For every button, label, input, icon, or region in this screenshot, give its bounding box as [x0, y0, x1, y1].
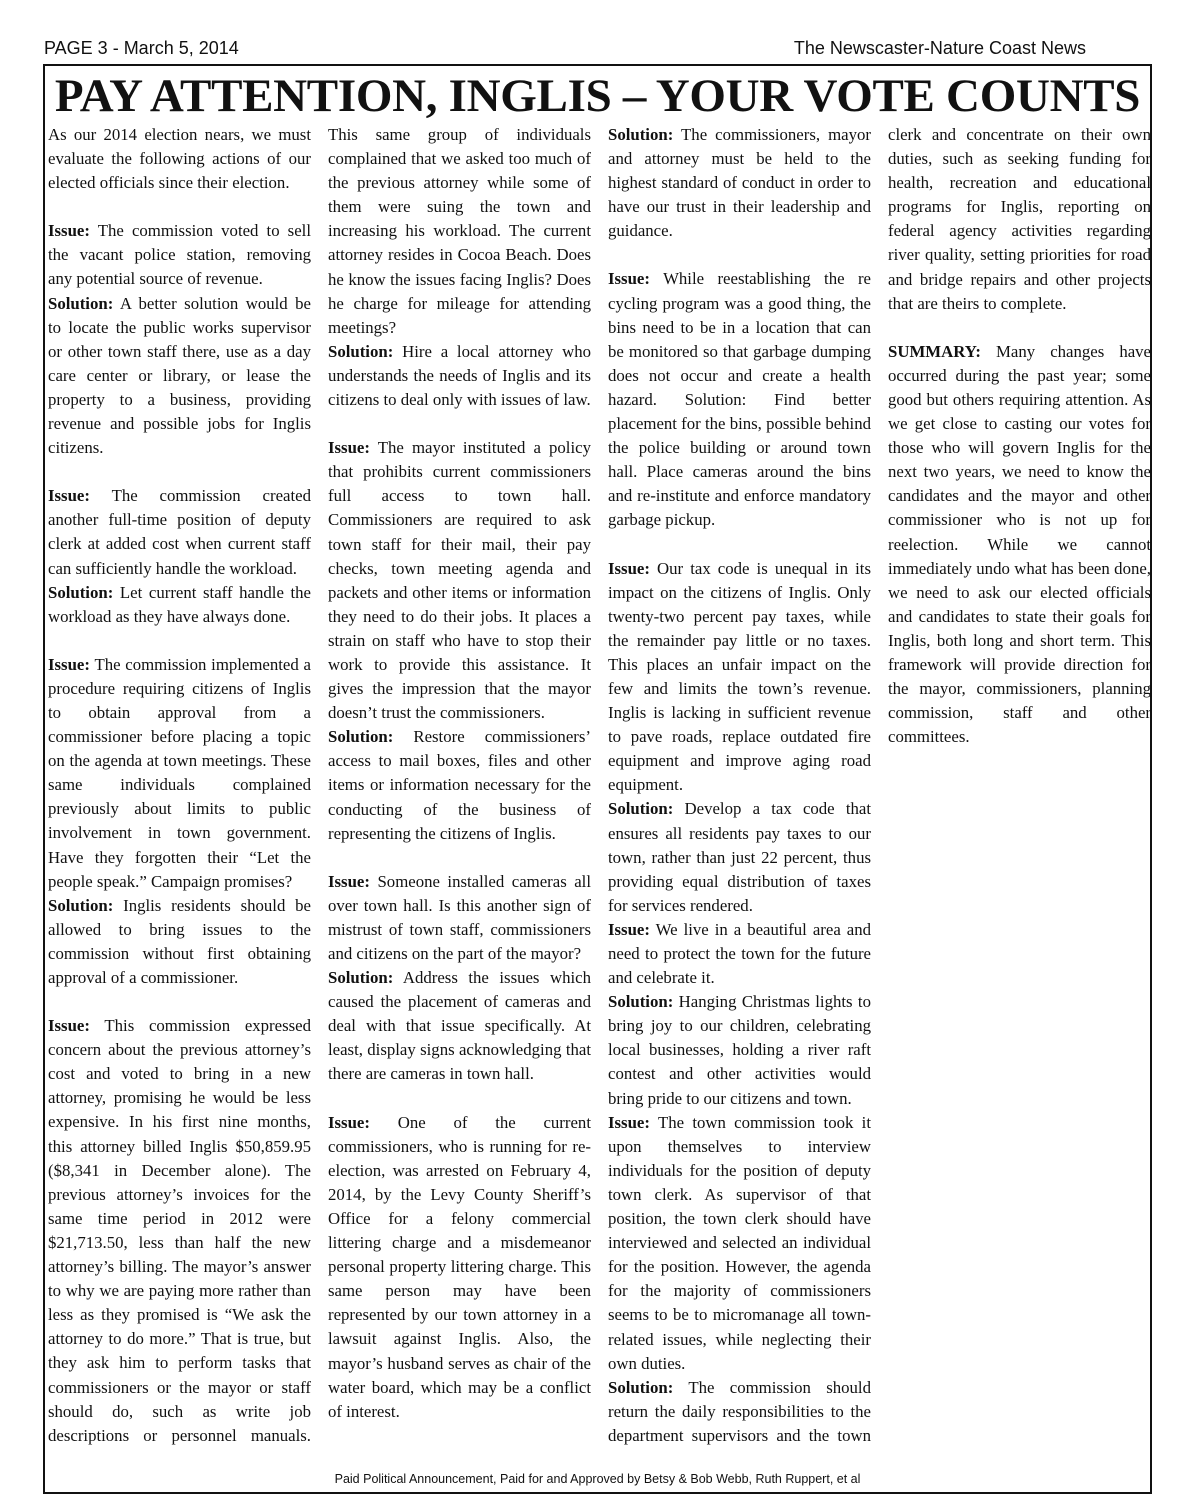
solution-label: Solution:	[328, 341, 394, 361]
issue-text: Someone installed cameras all over town hall. Is this another sign of mistrust of town staff, commissioners and citizens on the part of the mayor?	[328, 871, 591, 963]
intro-paragraph: As our 2014 election nears, we must evaluate the following actions of our elected officials since their election.	[48, 125, 311, 193]
issue-paragraph	[48, 484, 311, 580]
solution-label: Solution:	[328, 968, 394, 988]
issue-paragraph	[608, 267, 871, 532]
issue-paragraph	[328, 436, 591, 725]
issue-label: Issue:	[328, 1112, 370, 1132]
solution-paragraph	[608, 123, 871, 243]
solution-text: Let current staff handle the workload as they have always done.	[48, 582, 312, 626]
solution-paragraph	[48, 581, 311, 629]
issue-label: Issue:	[328, 871, 370, 891]
solution-text: Hire a local attorney who understands the needs of Inglis and its citizens to deal only with issues of law.	[328, 341, 591, 410]
issue-text: The commission implemented a procedure requiring citizens of Inglis to obtain approval from a commissioner before placing a topic on the agenda at town meetings. These same individuals complained previously about limits to public involvement in town government. Have they forgotten their “Let the people speak.” Campaign promises?	[48, 654, 311, 891]
solution-paragraph	[328, 340, 591, 412]
solution-label: Solution:	[48, 582, 114, 602]
summary-paragraph	[888, 340, 1151, 750]
solution-text: Inglis residents should be allowed to bring issues to the commission without first obtaining approval of a commissioner.	[48, 895, 311, 987]
article-body	[48, 123, 1151, 1463]
solution-paragraph	[608, 990, 871, 1110]
issue-text: We live in a beautiful area and need to protect the town for the future and celebrate it.	[608, 919, 871, 988]
solution-label: Solution:	[608, 1377, 674, 1397]
issue-label: Issue:	[328, 438, 370, 458]
solution-paragraph	[48, 894, 311, 990]
solution-paragraph	[608, 797, 871, 917]
issue-text: This commission expressed concern about the previous attorney’s cost and voted to bring in a new attorney, promising he would be less expensive. In his first nine months, this attorney billed Inglis $50,859.95 ($8,341 in December alone). The previous attorney’s invoices for the same time period in 2012 were $21,713.50, less than half the new attorney’s billing. The mayor’s answer to why we are paying more rather than less as they promised is “We ask the attorney to do more.” That is true, but they ask him to perform tasks that commissioners or the mayor or staff should do, such as write job descriptions or personnel manuals. This same group of individuals complained that we asked too much of the previous attorney while some of them were suing the town and increasing his workload. The current attorney resides in Cocoa Beach. Does he know the issues facing Inglis? Does he charge for mileage for attending meetings?	[48, 125, 591, 1445]
issue-label: Issue:	[48, 486, 90, 506]
solution-text: Address the issues which caused the placement of cameras and deal with that issue specifically. At least, display signs acknowledging that there are cameras in town hall.	[328, 968, 591, 1084]
solution-text: Develop a tax code that ensures all residents pay taxes to our town, rather than just 22 percent, thus providing equal distribution of taxes for services rendered.	[608, 799, 871, 915]
solution-text: The commission should return the daily responsibilities to the department supervisors and the town clerk and concentrate on their own duties, such as seeking funding for health, recreation and educational programs for Inglis, reporting on federal agency activities regarding river quality, setting priorities for road and bridge repairs and other projects that are theirs to complete.	[608, 125, 1151, 1445]
solution-paragraph	[48, 292, 311, 461]
headline: PAY ATTENTION, INGLIS – YOUR VOTE COUNTS	[54, 70, 1141, 122]
issue-paragraph	[328, 870, 591, 966]
issue-paragraph	[608, 1111, 871, 1376]
issue-label: Issue:	[608, 558, 650, 578]
summary-label: SUMMARY:	[888, 341, 981, 361]
issue-label: Issue:	[608, 919, 650, 939]
issue-paragraph	[48, 219, 311, 291]
solution-text: Hanging Christmas lights to bring joy to our children, celebrating local businesses, holding a river raft contest and other activities would bring pride to our citizens and town.	[608, 992, 871, 1108]
issue-label: Issue:	[48, 654, 90, 674]
announcement-box	[43, 64, 1152, 1494]
solution-label: Solution:	[608, 799, 674, 819]
issue-paragraph	[608, 557, 871, 798]
summary-text: Many changes have occurred during the past year; some good but others requiring attention. As we get close to casting our votes for those who will govern Inglis for the next two years, we need to know the candidates and the mayor and other commissioner who is not up for reelection. While we cannot immediately undo what has been done, we need to ask our elected officials and candidates to state their goals for Inglis, both long and short term. This framework will provide direction for the mayor, commissioners, planning commission, staff and other committees.	[888, 341, 1151, 747]
solution-label: Solution:	[328, 727, 394, 747]
issue-text: One of the current commissioners, who is running for re-election, was arrested on February 4, 2014, by the Levy County Sheriff’s Office for a felony commercial littering charge and a misdemeanor personal property littering charge. This same person may have been represented by our town attorney in a lawsuit against Inglis. Also, the mayor’s husband serves as chair of the water board, which may be a conflict of interest.	[328, 1112, 591, 1421]
solution-label: Solution:	[48, 895, 114, 915]
issue-paragraph	[328, 1111, 591, 1424]
issue-paragraph	[48, 653, 311, 894]
solution-paragraph	[328, 966, 591, 1086]
issue-label: Issue:	[48, 221, 90, 241]
solution-label: Solution:	[48, 293, 114, 313]
issue-text: While reestablishing the re cycling program was a good thing, the bins need to be in a location that can be monitored so that garbage dumping does not occur and create a health hazard. Solution: Find better placement for the bins, possible behind the police building or around town hall. Place cameras around the bins and re-institute and enforce mandatory garbage pickup.	[608, 269, 871, 530]
issue-label: Issue:	[608, 269, 650, 289]
solution-paragraph	[328, 725, 591, 845]
issue-label: Issue:	[48, 1016, 90, 1036]
issue-text: The town commission took it upon themselves to interview individuals for the position of deputy town clerk. As supervisor of that position, the town clerk should have interviewed and selected an individual for the position. However, the agenda for the majority of commissioners seems to be to micromanage all town-related issues, while neglecting their own duties.	[608, 1112, 871, 1373]
solution-text: A better solution would be to locate the public works supervisor or other town staff there, use as a day care center or library, or lease the property to a business, providing revenue and possible jobs for Inglis citizens.	[48, 293, 311, 458]
page-info: PAGE 3 - March 5, 2014	[44, 38, 239, 58]
paid-announcement-footer: Paid Political Announcement, Paid for and Approved by Betsy & Bob Webb, Ruth Ruppert, et al	[334, 1472, 861, 1486]
solution-text: Restore commissioners’ access to mail boxes, files and other items or information necessary for the conducting of the business of representing the citizens of Inglis.	[328, 727, 591, 843]
issue-text: Our tax code is unequal in its impact on the citizens of Inglis. Only twenty-two percent pay taxes, while the remainder pay little or no taxes. This places an unfair impact on the few and limits the town’s revenue. Inglis is lacking in sufficient revenue to pave roads, replace outdated fire equipment and improve aging road equipment.	[608, 558, 871, 795]
issue-label: Issue:	[608, 1112, 650, 1132]
solution-text: The commissioners, mayor and attorney must be held to the highest standard of conduct in order to have our trust in their leadership and guidance.	[608, 125, 871, 241]
issue-paragraph	[608, 918, 871, 990]
page-header	[44, 38, 1086, 62]
solution-label: Solution:	[608, 992, 674, 1012]
publication-name: The Newscaster-Nature Coast News	[793, 38, 1086, 58]
solution-label: Solution:	[608, 125, 674, 144]
issue-text: The mayor instituted a policy that prohibits current commissioners full access to town hall. Commissioners are required to ask town staff for their mail, their pay checks, town meeting agenda and packets and other items or information they need to do their jobs. It places a strain on staff who have to stop their work to provide this assistance. It gives the impression that the mayor doesn’t trust the commissioners.	[328, 438, 591, 723]
issue-text: The commission voted to sell the vacant police station, removing any potential source of revenue.	[48, 221, 311, 289]
issue-text: The commission created another full-time position of deputy clerk at added cost when current staff can sufficiently handle the workload.	[48, 486, 311, 578]
